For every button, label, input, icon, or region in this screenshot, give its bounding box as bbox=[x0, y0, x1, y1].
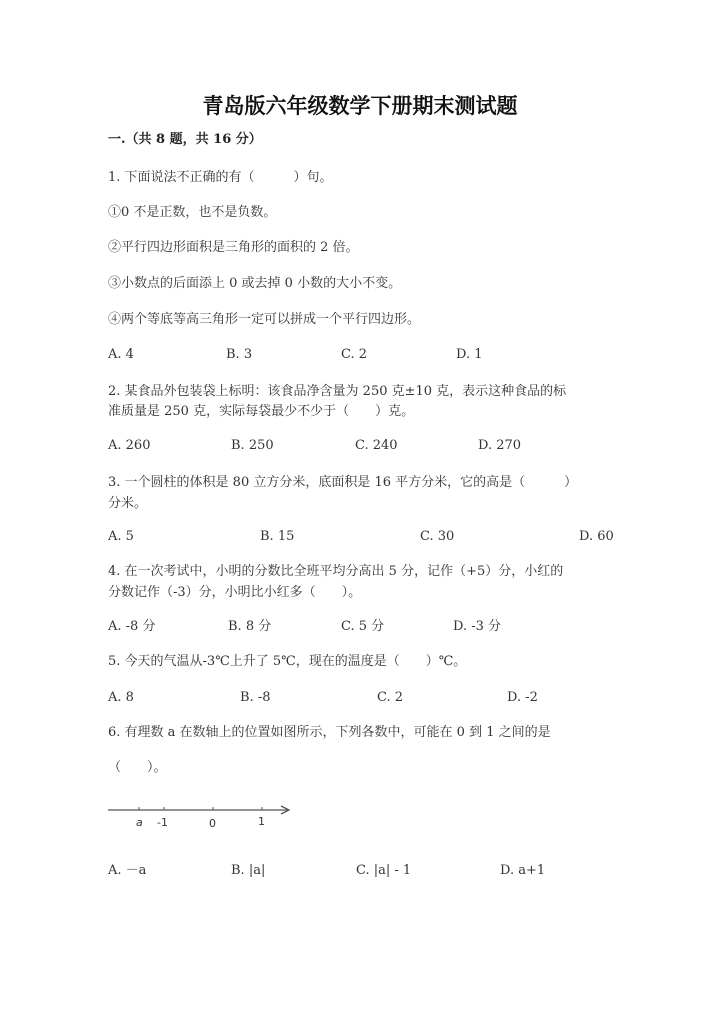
question-3-text: 3. 一个圆柱的体积是 80 立方分米，底面积是 16 平方分米，它的高是（ ） bbox=[108, 475, 578, 490]
number-line-figure bbox=[100, 800, 300, 832]
label-1: 1 bbox=[258, 815, 265, 828]
question-2-option-c: C. 240 bbox=[355, 438, 398, 453]
question-5-option-b: B. -8 bbox=[240, 690, 271, 705]
question-4-option-d: D. -3 分 bbox=[453, 619, 502, 634]
label-minus-1: -1 bbox=[157, 816, 168, 829]
question-1-item: ④两个等底等高三角形一定可以拼成一个平行四边形。 bbox=[108, 312, 421, 327]
question-3-option-d: D. 60 bbox=[579, 529, 614, 544]
question-4-option-a: A. -8 分 bbox=[108, 619, 156, 634]
question-5-text: 5. 今天的气温从-3℃上升了 5℃，现在的温度是（ ）℃。 bbox=[108, 654, 467, 669]
question-4-text: 4. 在一次考试中，小明的分数比全班平均分高出 5 分，记作（+5）分，小红的 bbox=[108, 564, 564, 579]
question-4-option-c: C. 5 分 bbox=[341, 619, 385, 634]
question-2-text: 准质量是 250 克，实际每袋最少不少于（ ）克。 bbox=[108, 404, 415, 419]
question-6-option-b: B. |a| bbox=[231, 863, 266, 878]
question-6-option-a: A. －a bbox=[108, 863, 147, 878]
question-1-text: 1. 下面说法不正确的有（ ）句。 bbox=[108, 170, 333, 185]
question-5-option-c: C. 2 bbox=[377, 690, 404, 705]
question-5-option-d: D. -2 bbox=[507, 690, 538, 705]
question-1-item: ①0 不是正数，也不是负数。 bbox=[108, 205, 277, 220]
question-3-option-a: A. 5 bbox=[108, 529, 134, 544]
question-3-text: 分米。 bbox=[108, 496, 148, 511]
question-1-item: ③小数点的后面添上 0 或去掉 0 小数的大小不变。 bbox=[108, 276, 402, 291]
question-2-option-d: D. 270 bbox=[478, 438, 522, 453]
page-title: 青岛版六年级数学下册期末测试题 bbox=[202, 93, 518, 118]
label-0: 0 bbox=[209, 817, 216, 830]
question-2-text: 2. 某食品外包装袋上标明：该食品净含量为 250 克±10 克，表示这种食品的标 bbox=[108, 384, 567, 399]
question-1-option-d: D. 1 bbox=[456, 347, 483, 362]
question-6-text: 6. 有理数 a 在数轴上的位置如图所示，下列各数中，可能在 0 到 1 之间的是 bbox=[108, 725, 551, 740]
question-2-option-a: A. 260 bbox=[108, 438, 151, 453]
question-1-option-c: C. 2 bbox=[341, 347, 368, 362]
question-3-option-b: B. 15 bbox=[260, 529, 295, 544]
question-1-option-b: B. 3 bbox=[226, 347, 253, 362]
question-1-item: ②平行四边形面积是三角形的面积的 2 倍。 bbox=[108, 240, 359, 255]
question-4-option-b: B. 8 分 bbox=[228, 619, 272, 634]
question-3-option-c: C. 30 bbox=[420, 529, 455, 544]
label-a: a bbox=[136, 816, 143, 829]
question-2-option-b: B. 250 bbox=[231, 438, 274, 453]
question-6-option-c: C. |a| - 1 bbox=[356, 863, 412, 878]
question-4-text: 分数记作（-3）分，小明比小红多（ ）。 bbox=[108, 585, 362, 600]
question-6-option-d: D. a+1 bbox=[500, 863, 546, 878]
section-heading: 一.（共 8 题，共 16 分） bbox=[108, 132, 262, 147]
question-1-option-a: A. 4 bbox=[108, 347, 134, 362]
question-5-option-a: A. 8 bbox=[108, 690, 134, 705]
question-6-text: （ ）。 bbox=[108, 760, 167, 775]
